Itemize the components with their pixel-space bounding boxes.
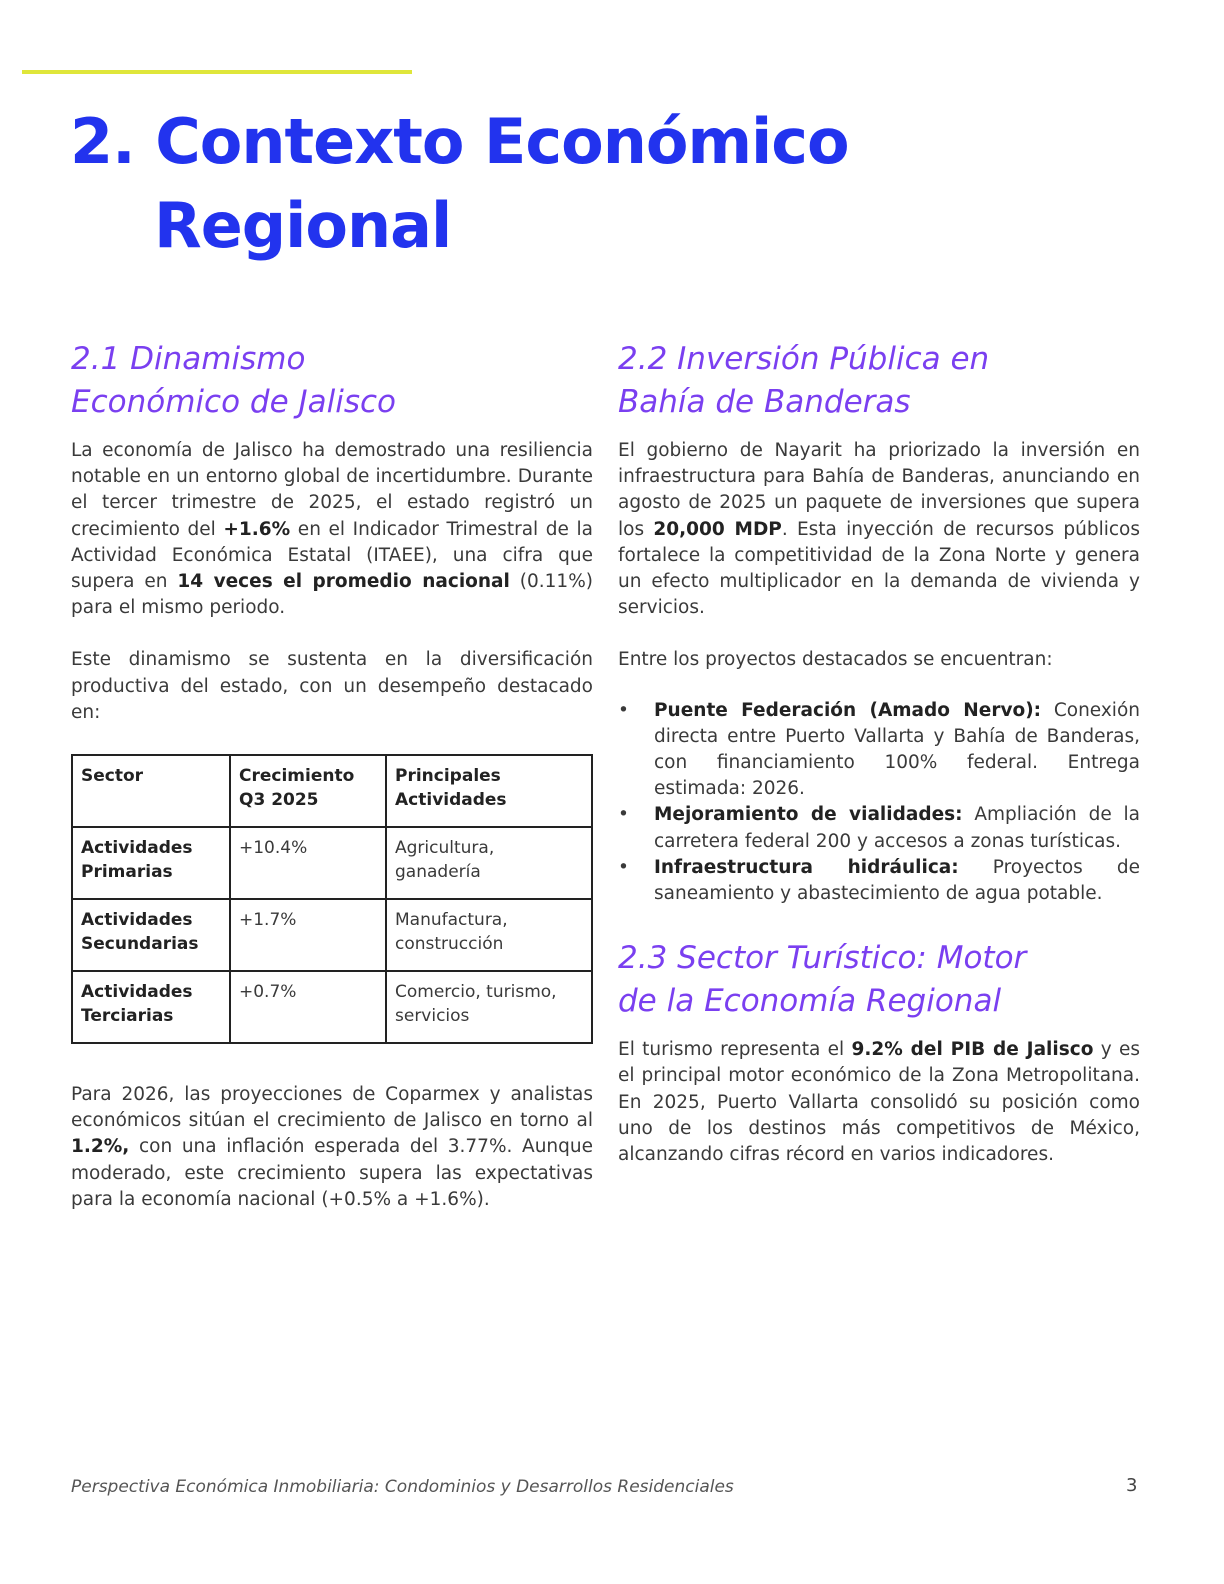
table-cell-growth: +1.7% [230, 899, 386, 971]
section-2-2-heading-line1: 2.2 Inversión Pública en [618, 341, 990, 377]
text-run: El gobierno de Nayarit ha priorizado la inversión en infraestructura para Bahía de Banderas, anunciando en agosto de 2025 un paquete de inversiones que supera los [618, 440, 1140, 540]
list-item [618, 698, 1140, 803]
text-run: Para 2026, las proyecciones de Coparmex y analistas económicos sitúan el crecimiento de Jalisco en torno al [71, 1084, 593, 1132]
bold-investment-amount: 20,000 MDP [653, 518, 782, 540]
list-item-text: Conexión directa entre Puerto Vallarta y Bahía de Banderas, con financiamiento 100% federal. Entrega estimada: 2026. [654, 699, 1140, 800]
table-cell-growth: +0.7% [230, 971, 386, 1043]
section-2-1-heading [71, 338, 593, 424]
list-item-title: Mejoramiento de vialidades: [654, 804, 963, 826]
section-2-2-heading [618, 338, 1140, 424]
list-item-text: Proyectos de saneamiento y abastecimiento de agua potable. [654, 856, 1140, 905]
table-header-cell: Crecimiento Q3 2025 [230, 755, 386, 827]
section-2-1-paragraph-1 [71, 438, 593, 621]
section-2-3-heading-line1: 2.3 Sector Turístico: Motor [618, 940, 1027, 977]
footer-document-title: Perspectiva Económica Inmobiliaria: Condominios y Desarrollos Residenciales [71, 1477, 734, 1497]
table-cell-activities: Comercio, turismo, servicios [386, 971, 592, 1043]
section-2-2-heading-line2: Bahía de Banderas [618, 384, 911, 420]
text-run: en el Indicador Trimestral de la Actividad Económica Estatal (ITAEE), una cifra que supera en [71, 518, 593, 593]
table-row [72, 827, 592, 899]
page-title-line2: Regional [154, 189, 452, 262]
table-cell-sector: Actividades Terciarias [72, 971, 230, 1043]
bold-comparison: 14 veces el promedio nacional [177, 571, 510, 593]
list-item-title: Infraestructura hidráulica: [654, 856, 959, 878]
bold-growth-value: +1.6% [223, 518, 291, 540]
table-row [72, 971, 592, 1043]
list-item-text: Ampliación de la carretera federal 200 y accesos a zonas turísticas. [654, 804, 1140, 852]
section-2-1-heading-line2: Económico de Jalisco [71, 384, 397, 420]
table-row [72, 899, 592, 971]
section-2-3-heading [618, 937, 1140, 1023]
page-number: 3 [1126, 1475, 1138, 1496]
right-column [618, 338, 1140, 1168]
section-2-1-paragraph-3 [71, 1082, 593, 1213]
projects-list [618, 698, 1140, 908]
section-2-3-heading-line2: de la Economía Regional [618, 983, 1002, 1020]
table-cell-sector: Actividades Primarias [72, 827, 230, 899]
sector-growth-table [71, 754, 593, 1044]
left-column [71, 338, 593, 1213]
section-2-2-paragraph-1 [618, 438, 1140, 621]
bullet-icon: • [618, 856, 629, 878]
table-cell-sector: Actividades Secundarias [72, 899, 230, 971]
text-run: El turismo representa el [618, 1039, 852, 1061]
section-2-3-paragraph-1 [618, 1037, 1140, 1168]
bullet-icon: • [618, 699, 629, 721]
table-cell-activities: Manufactura, construcción [386, 899, 592, 971]
list-item [618, 855, 1140, 907]
table-header-cell: Principales Actividades [386, 755, 592, 827]
text-run: con una inflación esperada del 3.77%. Aunque moderado, este crecimiento supera las expectativas para la economía nacional (+0.5% a +1.6%). [71, 1136, 593, 1210]
page-title [70, 100, 1170, 268]
bold-gdp-share: 9.2% del PIB de Jalisco [851, 1039, 1094, 1061]
list-item-title: Puente Federación (Amado Nervo): [654, 699, 1042, 721]
table-header-cell: Sector [72, 755, 230, 827]
list-item [618, 802, 1140, 854]
text-run: . Esta inyección de recursos públicos fortalece la competitividad de la Zona Norte y genera un efecto multiplicador en la demanda de vivienda y servicios. [618, 518, 1140, 619]
table-cell-activities: Agricultura, ganadería [386, 827, 592, 899]
section-2-1-heading-line1: 2.1 Dinamismo [71, 341, 306, 377]
table-header-row [72, 755, 592, 827]
bold-forecast-value: 1.2%, [71, 1136, 130, 1158]
text-run: y es el principal motor económico de la Zona Metropolitana. En 2025, Puerto Vallarta consolidó su posición como uno de los destinos más competitivos de México, alcanzando cifras récord en varios indicadores. [618, 1039, 1140, 1166]
text-run: (0.11%) para el mismo periodo. [71, 571, 593, 619]
text-run: La economía de Jalisco ha demostrado una resiliencia notable en un entorno global de incertidumbre. Durante el tercer trimestre de 2025, el estado registró un crecimiento del [71, 440, 593, 540]
section-2-2-paragraph-2: Entre los proyectos destacados se encuentran: [618, 649, 1053, 671]
table-cell-growth: +10.4% [230, 827, 386, 899]
accent-line [22, 70, 412, 74]
section-2-1-paragraph-2: Este dinamismo se sustenta en la diversificación productiva del estado, con un desempeño destacado en: [71, 649, 593, 723]
page-title-line1: 2. Contexto Económico [70, 105, 849, 178]
bullet-icon: • [618, 804, 629, 826]
